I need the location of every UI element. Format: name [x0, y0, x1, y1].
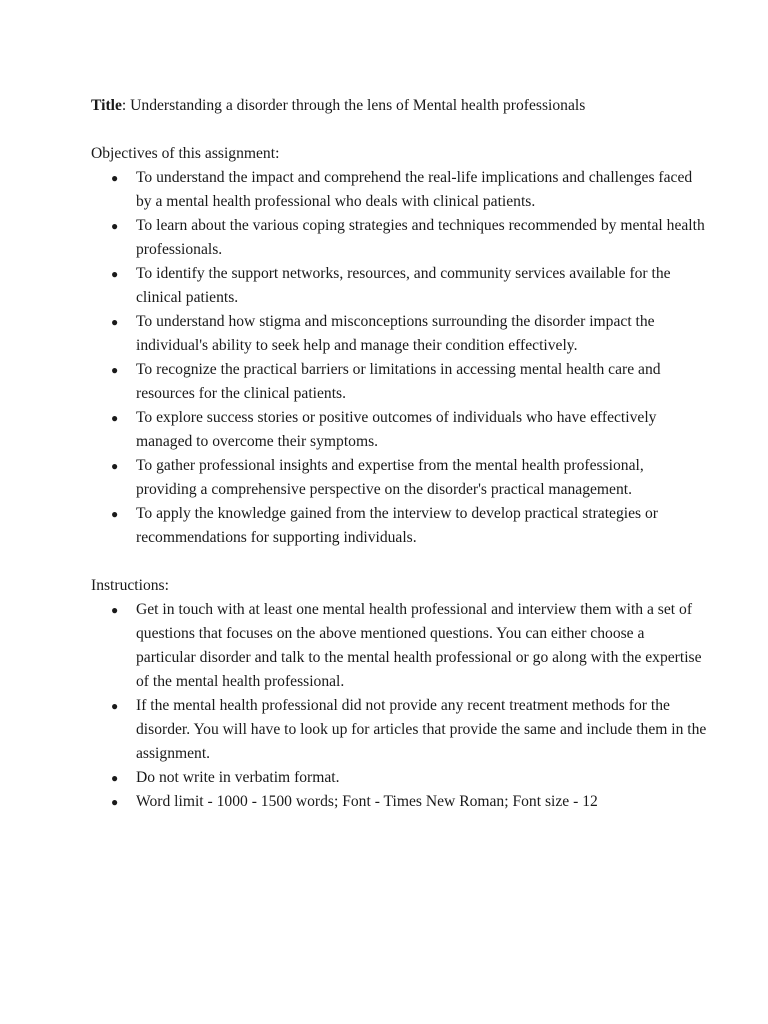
- list-item-text: Get in touch with at least one mental health professional and interview them with a set of questions that focuses on the above mentioned questions. You can either choose a particular disorder and talk to the mental health professional or go along with the expertise of the mental health professional.: [136, 601, 702, 690]
- list-item: [111, 166, 708, 214]
- list-item-text: To gather professional insights and expertise from the mental health professional, providing a comprehensive perspective on the disorder's practical management.: [136, 457, 644, 498]
- list-item: [111, 358, 708, 406]
- title-text: : Understanding a disorder through the lens of Mental health professionals: [121, 97, 586, 114]
- objectives-list: [91, 166, 708, 550]
- bullet-icon: ●: [111, 411, 119, 425]
- bullet-icon: ●: [111, 459, 119, 473]
- list-item-text: To understand the impact and comprehend the real-life implications and challenges faced by a mental health professional who deals with clinical patients.: [136, 169, 693, 210]
- instructions-heading: Instructions:: [91, 577, 169, 594]
- bullet-icon: ●: [111, 507, 119, 521]
- list-item: [111, 454, 708, 502]
- bullet-icon: ●: [111, 363, 119, 377]
- list-item-text: To learn about the various coping strategies and techniques recommended by mental health professionals.: [136, 217, 705, 258]
- bullet-icon: ●: [111, 771, 119, 785]
- title-line: [91, 94, 708, 118]
- objectives-heading: Objectives of this assignment:: [91, 145, 280, 162]
- list-item-text: Do not write in verbatim format.: [136, 769, 340, 786]
- list-item-text: Word limit - 1000 - 1500 words; Font - Times New Roman; Font size - 12: [136, 793, 598, 810]
- list-item-text: To recognize the practical barriers or limitations in accessing mental health care and resources for the clinical patients.: [136, 361, 661, 402]
- list-item: [111, 310, 708, 358]
- list-item-text: To identify the support networks, resources, and community services available for the clinical patients.: [136, 265, 671, 306]
- instructions-list: [91, 598, 708, 814]
- bullet-icon: ●: [111, 219, 119, 233]
- list-item: [111, 694, 708, 766]
- list-item-text: To apply the knowledge gained from the interview to develop practical strategies or recommendations for supporting individuals.: [136, 505, 658, 546]
- list-item: [111, 790, 708, 814]
- list-item: [111, 262, 708, 310]
- bullet-icon: ●: [111, 315, 119, 329]
- bullet-icon: ●: [111, 171, 119, 185]
- list-item-text: To understand how stigma and misconceptions surrounding the disorder impact the individual's ability to seek help and manage their condition effectively.: [136, 313, 655, 354]
- list-item-text: If the mental health professional did not provide any recent treatment methods for the disorder. You will have to look up for articles that provide the same and include them in the assignment.: [136, 697, 707, 762]
- bullet-icon: ●: [111, 795, 119, 809]
- title-label: Title: [91, 97, 122, 114]
- list-item-text: To explore success stories or positive outcomes of individuals who have effectively managed to overcome their symptoms.: [136, 409, 657, 450]
- bullet-icon: ●: [111, 267, 119, 281]
- bullet-icon: ●: [111, 603, 119, 617]
- list-item: [111, 406, 708, 454]
- list-item: [111, 766, 708, 790]
- list-item: [111, 502, 708, 550]
- bullet-icon: ●: [111, 699, 119, 713]
- list-item: [111, 598, 708, 694]
- list-item: [111, 214, 708, 262]
